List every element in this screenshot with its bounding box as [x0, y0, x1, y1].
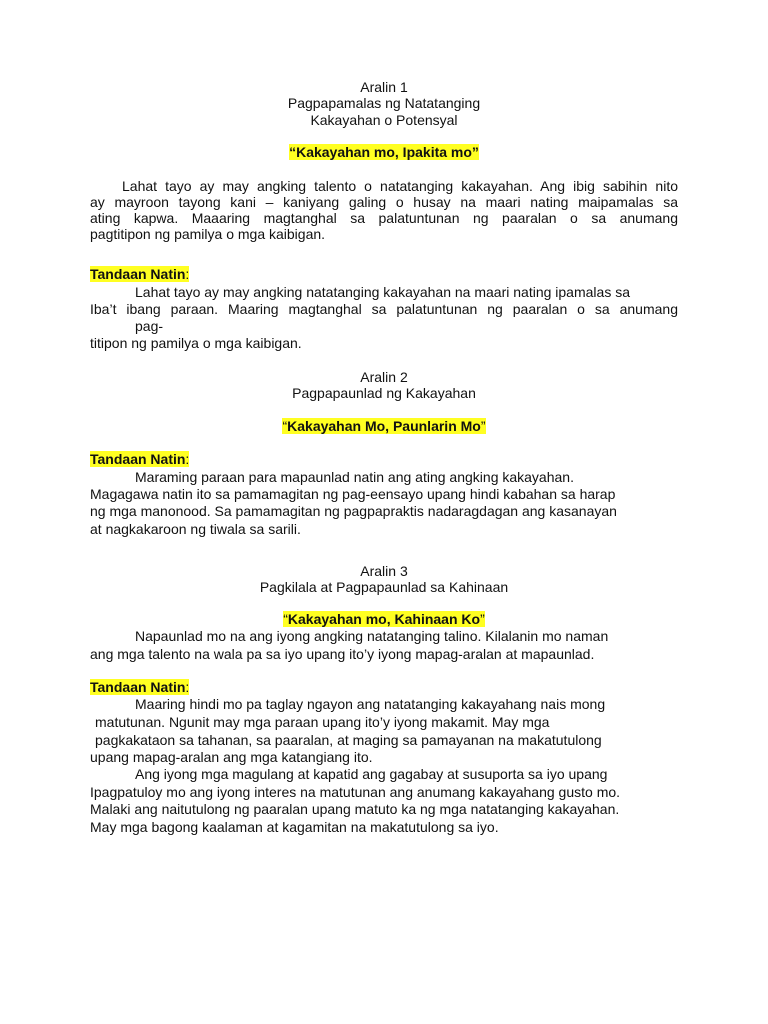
lesson-2-slogan-open-quote: “	[282, 418, 288, 434]
lesson-2-tandaan-heading	[90, 450, 678, 468]
lesson-3-slogan-open-quote: “	[283, 611, 288, 627]
lesson-2-tandaan-colon: :	[185, 451, 190, 467]
lesson-2-slogan-row	[90, 417, 678, 435]
lesson-1-tandaan-line-1: Lahat tayo ay may angking natatanging kakayahan na maari nating ipamalas sa	[135, 284, 630, 300]
lesson-2-heading: Aralin 2	[360, 369, 408, 385]
lesson-1-title-line-1: Pagpapamalas ng Natatanging	[287, 95, 481, 111]
lesson-3-tandaan-line-4: upang mapag-aralan ang mga katangiang ito.	[90, 749, 373, 765]
lesson-3-title-line-1: Pagkilala at Pagpapaunlad sa Kahinaan	[259, 579, 509, 595]
lesson-2-tandaan-line-4: at nagkakaroon ng tiwala sa sarili.	[90, 521, 301, 537]
lesson-3-tandaan-heading	[90, 678, 678, 696]
lesson-3-tandaan-label: Tandaan Natin	[90, 679, 186, 695]
lesson-3-heading: Aralin 3	[360, 563, 408, 579]
lesson-2-tandaan-line-3: ng mga manonood. Sa pamamagitan ng pagpapraktis nadaragdagan ang kasanayan	[90, 503, 617, 519]
lesson-1-tandaan-colon: :	[185, 266, 190, 282]
lesson-3-tandaan-line-5: Ang iyong mga magulang at kapatid ang gagabay at susuporta sa iyo upang	[135, 766, 608, 782]
lesson-3-tandaan-line-1: Maaring hindi mo pa taglay ngayon ang natatanging kakayahang nais mong	[135, 696, 606, 712]
lesson-2-tandaan-label: Tandaan Natin	[90, 451, 186, 467]
lesson-3-tandaan-line-3: pagkakataon sa tahanan, sa paaralan, at maging sa pamayanan na makatutulong	[95, 732, 602, 748]
lesson-3-tandaan-line-8: May mga bagong kaalaman at kagamitan na makatutulong sa iyo.	[90, 819, 499, 835]
lesson-1-title-line-2: Kakayahan o Potensyal	[310, 112, 458, 128]
lesson-3-paragraph-line-1: Napaunlad mo na ang iyong angking natatanging talino. Kilalanin mo naman	[135, 628, 609, 644]
lesson-3-tandaan-line-6: Ipagpatuloy mo ang iyong interes na matutunan ang anumang kakayahang gusto mo.	[90, 784, 621, 800]
lesson-3-tandaan-colon: :	[185, 679, 190, 695]
lesson-1-paragraph-line-3: ating kapwa. Maaaring magtanghal sa palatuntunan ng paaralan o sa anumang	[90, 210, 678, 226]
lesson-1-slogan-row	[90, 143, 678, 161]
lesson-1-slogan: “Kakayahan mo, Ipakita mo”	[289, 144, 479, 160]
lesson-1-tandaan-heading	[90, 265, 678, 283]
lesson-2-tandaan-line-2: Magagawa natin ito sa pamamagitan ng pag-eensayo upang hindi kabahan sa harap	[90, 486, 616, 502]
lesson-2-slogan-close-quote: ”	[480, 418, 486, 434]
lesson-1-tandaan-line-4: titipon ng pamilya o mga kaibigan.	[90, 335, 302, 351]
lesson-1-paragraph-line-2: ay mayroon tayong kani – kaniyang galing o husay na maari nating maipamalas sa	[90, 194, 678, 210]
lesson-2-title-line-1: Pagpapaunlad ng Kakayahan	[292, 385, 476, 401]
lesson-1-paragraph-line-4: pagtitipon ng pamilya o mga kaibigan.	[90, 226, 326, 242]
lesson-3-slogan-close-quote: ”	[480, 611, 485, 627]
lesson-1-tandaan-line-2: Iba’t ibang paraan. Maaring magtanghal sa palatuntunan ng paaralan o sa anumang	[90, 301, 678, 317]
lesson-2-slogan: Kakayahan Mo, Paunlarin Mo	[287, 418, 481, 434]
lesson-1-heading: Aralin 1	[360, 79, 408, 95]
lesson-3-tandaan-line-2: matutunan. Ngunit may mga paraan upang ito’y iyong makamit. May mga	[95, 714, 550, 730]
lesson-3-paragraph-line-2: ang mga talento na wala pa sa iyo upang ito’y iyong mapag-aralan at mapaunlad.	[90, 646, 595, 662]
lesson-2-tandaan-line-1: Maraming paraan para mapaunlad natin ang ating angking kakayahan.	[135, 469, 574, 485]
lesson-3-tandaan-line-7: Malaki ang naitutulong ng paaralan upang matuto ka ng mga natatanging kakayahan.	[90, 801, 620, 817]
lesson-1-tandaan-label: Tandaan Natin	[90, 266, 186, 282]
lesson-3-slogan-row	[90, 610, 678, 628]
lesson-1-paragraph-line-1: Lahat tayo ay may angking talento o natatanging kakayahan. Ang ibig sabihin nito	[122, 178, 678, 194]
lesson-3-slogan: Kakayahan mo, Kahinaan Ko	[287, 611, 481, 627]
lesson-1-tandaan-line-3: pag-	[135, 318, 164, 334]
